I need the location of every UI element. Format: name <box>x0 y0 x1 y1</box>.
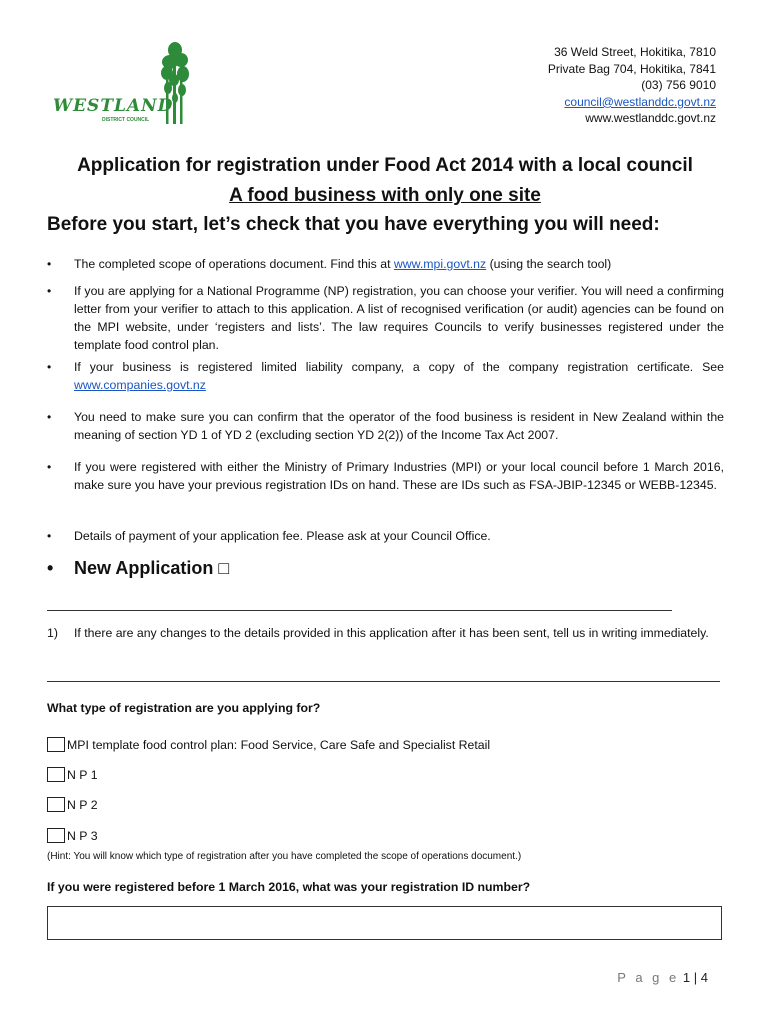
companies-link[interactable]: www.companies.govt.nz <box>74 378 206 392</box>
logo-wordmark: WESTLAND <box>53 96 174 116</box>
address-postal: Private Bag 704, Hokitika, 7841 <box>547 61 716 76</box>
changes-note: 1) If there are any changes to the details provided in this application after it has been sent, tell us in writing immediately. <box>47 626 709 640</box>
bullet-icon: • <box>47 257 52 271</box>
registration-id-field[interactable] <box>47 906 722 940</box>
checkbox-np2[interactable] <box>47 797 65 812</box>
bullet-icon: • <box>47 410 52 424</box>
previous-id-question: If you were registered before 1 March 2016, what was your registration ID number? <box>47 880 531 894</box>
checklist-item-scope: • The completed scope of operations document. Find this at www.mpi.govt.nz (using the search tool) <box>47 257 612 271</box>
mpi-link[interactable]: www.mpi.govt.nz <box>393 257 487 271</box>
bullet-icon: • <box>47 558 54 578</box>
divider <box>47 610 672 611</box>
bullet-icon: • <box>47 284 52 298</box>
new-application-option[interactable] <box>47 558 229 579</box>
checkbox-template-fcp[interactable] <box>47 737 65 752</box>
bullet-icon: • <box>47 529 52 543</box>
checkbox-np3[interactable] <box>47 828 65 843</box>
bullet-icon: • <box>47 460 52 474</box>
page-title: Application for registration under Food Act 2014 with a local council <box>77 155 693 176</box>
checkbox-np1[interactable] <box>47 767 65 782</box>
registration-type-question: What type of registration are you applying for? <box>47 701 321 715</box>
page-footer <box>617 970 708 985</box>
checklist-item-payment: • Details of payment of your application fee. Please ask at your Council Office. <box>47 529 491 543</box>
checklist-item-company: • If your business is registered limited liability company, a copy of the company registration certificate. See www.companies.govt.nz <box>47 360 724 392</box>
council-address <box>548 44 716 127</box>
divider <box>47 681 720 682</box>
registration-hint: (Hint: You will know which type of registration after you have completed the scope of operations document.) <box>47 851 522 862</box>
logo-subtext: DISTRICT COUNCIL <box>102 117 150 123</box>
page-total: 4 <box>700 970 708 985</box>
option-np2[interactable]: N P 2 <box>47 797 98 812</box>
page-separator: | <box>693 970 698 985</box>
option-np1[interactable]: N P 1 <box>47 767 98 782</box>
email-link[interactable]: council@westlanddc.govt.nz <box>564 94 716 109</box>
checklist-item-residency: • You need to make sure you can confirm that the operator of the food business is resident in New Zealand within the meaning of section YD 1 of YD 2 (excluding section YD 2(2)) of the Income Tax Act 2007. <box>47 410 724 442</box>
bullet-icon: • <box>47 360 52 374</box>
checklist-item-verifier: • If you are applying for a National Programme (NP) registration, you can choose your verifier. You will need a confirming letter from your verifier to attach to this application. A list of recognised verification (or audit) agencies can be found on the MPI website, under ‘registers and lists’. The law requires Councils to verify businesses registered under the template food control plan. <box>47 284 724 352</box>
westland-logo <box>50 40 200 130</box>
checklist-item-previous-ids: • If you were registered with either the Ministry of Primary Industries (MPI) or your local council before 1 March 2016, make sure you have your previous registration IDs on hand. These are IDs such as FSA-JBIP-12345 or WEBB-12345. <box>47 460 724 492</box>
address-street: 36 Weld Street, Hokitika, 7810 <box>554 45 716 59</box>
address-phone: (03) 756 9010 <box>641 78 716 93</box>
option-np3[interactable]: N P 3 <box>47 828 98 843</box>
page-label: P a g e <box>617 970 680 985</box>
address-website: www.westlanddc.govt.nz <box>585 111 716 126</box>
page-number: 1 <box>682 970 691 985</box>
new-application-label: New Application □ <box>74 558 230 578</box>
checklist-heading: Before you start, let’s check that you have everything you will need: <box>47 214 660 235</box>
page-subtitle: A food business with only one site <box>229 185 541 206</box>
option-template-fcp[interactable]: MPI template food control plan: Food Service, Care Safe and Specialist Retail <box>47 737 490 752</box>
